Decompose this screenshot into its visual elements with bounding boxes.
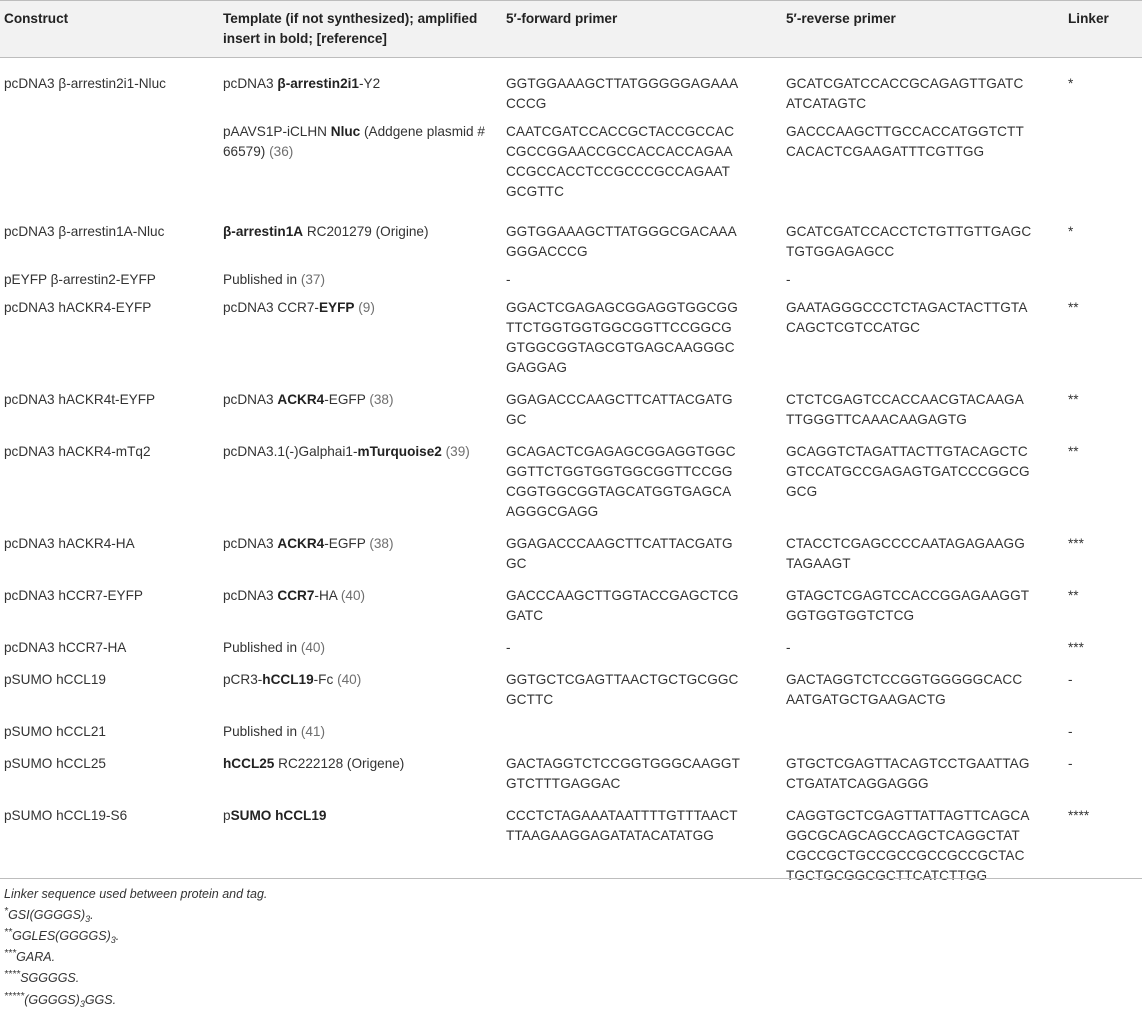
reference-link[interactable]: (41): [300, 724, 326, 739]
sequence-line: GACCCAAGCTTGCCACCATGGTCTT: [786, 124, 1024, 139]
template-cell: [219, 434, 502, 526]
header-construct: Construct: [0, 1, 219, 58]
amplified-insert: mTurquoise2: [357, 444, 442, 459]
sequence-line: CTGATATCAGGAGGG: [786, 776, 929, 791]
sequence-line: GGTGGAAAGCTTATGGGCGACAAA: [506, 224, 737, 239]
sequence-line: CTACCTCGAGCCCCAATAGAGAAGG: [786, 536, 1025, 551]
reverse-primer-cell: [782, 294, 1064, 382]
sequence-line: GGAGACCCAAGCTTCATTACGATG: [506, 392, 733, 407]
forward-primer-cell: [502, 526, 782, 578]
forward-primer-cell: [502, 746, 782, 798]
sequence-line: TGCTGCGGCGCTTCATCTTGG: [786, 868, 988, 883]
sequence-line: TGTGGAGAGCC: [786, 244, 895, 259]
reverse-primer-cell: [782, 58, 1064, 119]
template-text: pcDNA3.1(-)Galphai1-: [223, 444, 358, 459]
header-forward-primer: 5′-forward primer: [502, 1, 782, 58]
template-cell: [219, 382, 502, 434]
amplified-insert: Nluc: [330, 124, 361, 139]
sequence-line: CCGCCACCTCCGCCCGCCAGAAT: [506, 164, 731, 179]
sequence-line: TTAAGAAGGAGATATACATATGG: [506, 828, 714, 843]
linker-cell: *: [1068, 76, 1074, 91]
header-template: Template (if not synthesized); amplified insert in bold; [reference]: [219, 1, 502, 58]
forward-primer-cell: [502, 206, 782, 266]
forward-primer-cell: [502, 118, 782, 206]
template-cell: [219, 662, 502, 714]
reference-link[interactable]: (36): [269, 144, 294, 159]
reverse-primer-cell: [782, 434, 1064, 526]
construct-cell: pSUMO hCCL25: [4, 756, 106, 771]
template-text: RC222128 (Origene): [274, 756, 405, 771]
table-row: [0, 266, 1142, 294]
construct-cell: pcDNA3 β-arrestin2i1-Nluc: [4, 76, 166, 91]
linker-cell: ***: [1068, 640, 1084, 655]
table-row: [0, 382, 1142, 434]
sequence-line: GTCTTTGAGGAC: [506, 776, 621, 791]
template-text: pCR3-: [223, 672, 263, 687]
forward-primer-cell: [502, 714, 782, 746]
sequence-line: CCCG: [506, 96, 547, 111]
table-row: [0, 714, 1142, 746]
sequence-line: GAATAGGGCCCTCTAGACTACTTGTA: [786, 300, 1028, 315]
footnote-1: $^*GSI(GGGGS)_3$.: [4, 906, 94, 925]
sequence-line: CACACTCGAAGATTTCGTTGG: [786, 144, 985, 159]
sequence-line: GGTGCTCGAGTTAACTGCTGCGGC: [506, 672, 739, 687]
construct-cell: pcDNA3 hACKR4-HA: [4, 536, 135, 551]
template-text: pcDNA3: [223, 536, 278, 551]
template-cell: [219, 630, 502, 662]
amplified-insert: β-arrestin1A: [223, 224, 304, 239]
table-row: [0, 294, 1142, 382]
table-row: [0, 206, 1142, 266]
construct-cell: pcDNA3 hCCR7-EYFP: [4, 588, 143, 603]
construct-cell: pcDNA3 hACKR4-mTq2: [4, 444, 151, 459]
sequence-line: CAATCGATCCACCGCTACCGCCAC: [506, 124, 735, 139]
construct-cell: pcDNA3 hCCR7-HA: [4, 640, 127, 655]
sequence-line: GC: [506, 412, 527, 427]
sequence-line: CTCTCGAGTCCACCAACGTACAAGA: [786, 392, 1024, 407]
template-cell: [219, 798, 502, 890]
template-cell: [219, 266, 502, 294]
amplified-insert: β-arrestin2i1: [277, 76, 359, 91]
reference-link[interactable]: (39): [445, 444, 470, 459]
sequence-line: -: [506, 272, 511, 287]
template-text: pAAVS1P-iCLHN: [223, 124, 331, 139]
header-row: [0, 1, 1142, 58]
forward-primer-cell: [502, 578, 782, 630]
table-row: [0, 662, 1142, 714]
footnote-5: $^{*****}(GGGGS)_3GGS$.: [4, 990, 117, 1009]
sequence-line: GATC: [506, 608, 544, 623]
construct-cell: pcDNA3 hACKR4-EYFP: [4, 300, 152, 315]
reverse-primer-cell: [782, 578, 1064, 630]
template-text: pcDNA3: [223, 588, 278, 603]
template-text: Published in: [223, 640, 301, 655]
footnote-2: $^{**}GGLES(GGGGS)_3$.: [4, 927, 120, 946]
forward-primer-cell: [502, 382, 782, 434]
linker-cell: **: [1068, 444, 1079, 459]
template-cell: [219, 526, 502, 578]
linker-cell: ***: [1068, 536, 1084, 551]
sequence-line: CGGTGGCGGTAGCATGGTGAGCA: [506, 484, 732, 499]
sequence-line: CGCCGCTGCCGCCGCCGCCGCTAC: [786, 848, 1025, 863]
reverse-primer-cell: [782, 266, 1064, 294]
reference-link[interactable]: (40): [300, 640, 326, 655]
amplified-insert: hCCL19: [262, 672, 314, 687]
sequence-line: ATCATAGTC: [786, 96, 867, 111]
sequence-line: TAGAAGT: [786, 556, 851, 571]
linker-cell: -: [1068, 756, 1073, 771]
sequence-line: GCATCGATCCACCTCTGTTGTTGAGC: [786, 224, 1032, 239]
sequence-line: GACTAGGTCTCCGGTGGGGGCACC: [786, 672, 1023, 687]
construct-cell: pcDNA3 hACKR4t-EYFP: [4, 392, 156, 407]
template-text: RC201279 (Origine): [303, 224, 429, 239]
forward-primer-cell: [502, 294, 782, 382]
sequence-line: GCTTC: [506, 692, 554, 707]
reverse-primer-cell: [782, 526, 1064, 578]
sequence-line: GTCCATGCCGAGAGTGATCCCGGCG: [786, 464, 1030, 479]
linker-cell: ****: [1068, 808, 1090, 823]
construct-cell: pEYFP β-arrestin2-EYFP: [4, 272, 156, 287]
sequence-line: GACCCAAGCTTGGTACCGAGCTCG: [506, 588, 739, 603]
linker-cell: **: [1068, 588, 1079, 603]
construct-cell: pSUMO hCCL19: [4, 672, 106, 687]
sequence-line: CCCTCTAGAAATAATTTTGTTTAACT: [506, 808, 738, 823]
sequence-line: GTGGCGGTAGCGTGAGCAAGGGC: [506, 340, 735, 355]
linker-cell: *: [1068, 224, 1074, 239]
table-row: [0, 578, 1142, 630]
template-text: -Y2: [359, 76, 381, 91]
sequence-line: GCATCGATCCACCGCAGAGTTGATC: [786, 76, 1024, 91]
table-row: [0, 630, 1142, 662]
table-row: [0, 746, 1142, 798]
sequence-line: CAGGTGCTCGAGTTATTAGTTCAGCA: [786, 808, 1030, 823]
linker-cell: -: [1068, 724, 1073, 739]
construct-cell: pSUMO hCCL19-S6: [4, 808, 128, 823]
sequence-line: -: [506, 640, 511, 655]
forward-primer-cell: [502, 798, 782, 890]
reverse-primer-cell: [782, 118, 1064, 206]
reverse-primer-cell: [782, 630, 1064, 662]
template-cell: [219, 294, 502, 382]
sequence-line: GTGCTCGAGTTACAGTCCTGAATTAG: [786, 756, 1030, 771]
reverse-primer-cell: [782, 382, 1064, 434]
sequence-line: GGACTCGAGAGCGGAGGTGGCGG: [506, 300, 738, 315]
forward-primer-cell: [502, 266, 782, 294]
table-row: [0, 58, 1142, 119]
template-cell: [219, 714, 502, 746]
sequence-line: GC: [506, 556, 527, 571]
template-cell: [219, 118, 502, 206]
construct-cell: pcDNA3 β-arrestin1A-Nluc: [4, 224, 165, 239]
footnote-intro: Linker sequence used between protein and tag.: [4, 887, 268, 901]
template-text: -EGFP: [324, 392, 370, 407]
amplified-insert: ACKR4: [277, 536, 325, 551]
sequence-line: GGTGGAAAGCTTATGGGGGAGAAA: [506, 76, 739, 91]
amplified-insert: ACKR4: [277, 392, 325, 407]
sequence-line: TTGGGTTCAAACAAGAGTG: [786, 412, 967, 427]
reference-link[interactable]: (38): [369, 392, 394, 407]
template-cell: [219, 746, 502, 798]
reverse-primer-cell: [782, 798, 1064, 890]
sequence-line: GAGGAG: [506, 360, 568, 375]
sequence-line: AATGATGCTGAAGACTG: [786, 692, 946, 707]
reference-link[interactable]: (37): [300, 272, 326, 287]
template-text: -EGFP: [324, 536, 370, 551]
sequence-line: GGCGCAGCAGCCAGCTCAGGCTAT: [786, 828, 1020, 843]
sequence-line: CAGCTCGTCCATGC: [786, 320, 921, 335]
sequence-line: -: [786, 640, 791, 655]
template-text: pcDNA3: [223, 76, 278, 91]
sequence-line: GCAGACTCGAGAGCGGAGGTGGC: [506, 444, 736, 459]
sequence-line: TTCTGGTGGTGGCGGTTCCGGCG: [506, 320, 732, 335]
table-row: [0, 434, 1142, 526]
table-body: [0, 58, 1142, 891]
footnote-4: ****SGGGGS.: [4, 969, 80, 986]
amplified-insert: SUMO hCCL19: [230, 808, 327, 823]
sequence-line: AGGGCGAGG: [506, 504, 599, 519]
table-row: [0, 118, 1142, 206]
forward-primer-cell: [502, 434, 782, 526]
template-text: Published in: [223, 272, 301, 287]
amplified-insert: CCR7: [277, 588, 315, 603]
template-text: -HA: [314, 588, 341, 603]
reverse-primer-cell: [782, 662, 1064, 714]
sequence-line: GCG: [786, 484, 818, 499]
table-footnotes: [0, 878, 1142, 1009]
sequence-line: GGTTCTGGTGGTGGCGGTTCCGG: [506, 464, 733, 479]
forward-primer-cell: [502, 662, 782, 714]
amplified-insert: hCCL25: [223, 756, 275, 771]
sequence-line: GGTGGTGGTCTCG: [786, 608, 915, 623]
footnote-3: ***GARA.: [4, 948, 56, 965]
template-text: pcDNA3: [223, 392, 278, 407]
reference-link[interactable]: (9): [358, 300, 375, 315]
template-text: -Fc: [313, 672, 338, 687]
template-text: p: [223, 808, 231, 823]
reverse-primer-cell: [782, 746, 1064, 798]
construct-cell: [0, 118, 219, 206]
sequence-line: GACTAGGTCTCCGGTGGGCAAGGT: [506, 756, 740, 771]
template-cell: [219, 206, 502, 266]
template-cell: [219, 578, 502, 630]
reference-link[interactable]: (40): [340, 588, 366, 603]
template-text: Published in: [223, 724, 301, 739]
linker-cell: **: [1068, 392, 1079, 407]
template-cell: [219, 58, 502, 119]
table-row: [0, 798, 1142, 890]
sequence-line: GTAGCTCGAGTCCACCGGAGAAGGT: [786, 588, 1030, 603]
amplified-insert: EYFP: [318, 300, 355, 315]
sequence-line: GGGACCCG: [506, 244, 588, 259]
linker-cell: -: [1068, 672, 1073, 687]
linker-cell: **: [1068, 300, 1079, 315]
reverse-primer-cell: [782, 206, 1064, 266]
sequence-line: GCAGGTCTAGATTACTTGTACAGCTC: [786, 444, 1028, 459]
template-text: pcDNA3 CCR7-: [223, 300, 319, 315]
forward-primer-cell: [502, 630, 782, 662]
sequence-line: GGAGACCCAAGCTTCATTACGATG: [506, 536, 733, 551]
table-row: [0, 526, 1142, 578]
template-text: (Addgene plasmid # 66579): [223, 124, 485, 159]
sequence-line: CGCCGGAACCGCCACCACCAGAA: [506, 144, 733, 159]
linker-cell: [1064, 266, 1142, 294]
sequence-line: GCGTTC: [506, 184, 564, 199]
reverse-primer-cell: [782, 714, 1064, 746]
header-reverse-primer: 5′-reverse primer: [782, 1, 1064, 58]
forward-primer-cell: [502, 58, 782, 119]
reference-link[interactable]: (38): [369, 536, 394, 551]
linker-cell: [1064, 118, 1142, 206]
header-linker: Linker: [1064, 1, 1142, 58]
construct-cell: pSUMO hCCL21: [4, 724, 106, 739]
sequence-line: -: [786, 272, 791, 287]
reference-link[interactable]: (40): [337, 672, 362, 687]
